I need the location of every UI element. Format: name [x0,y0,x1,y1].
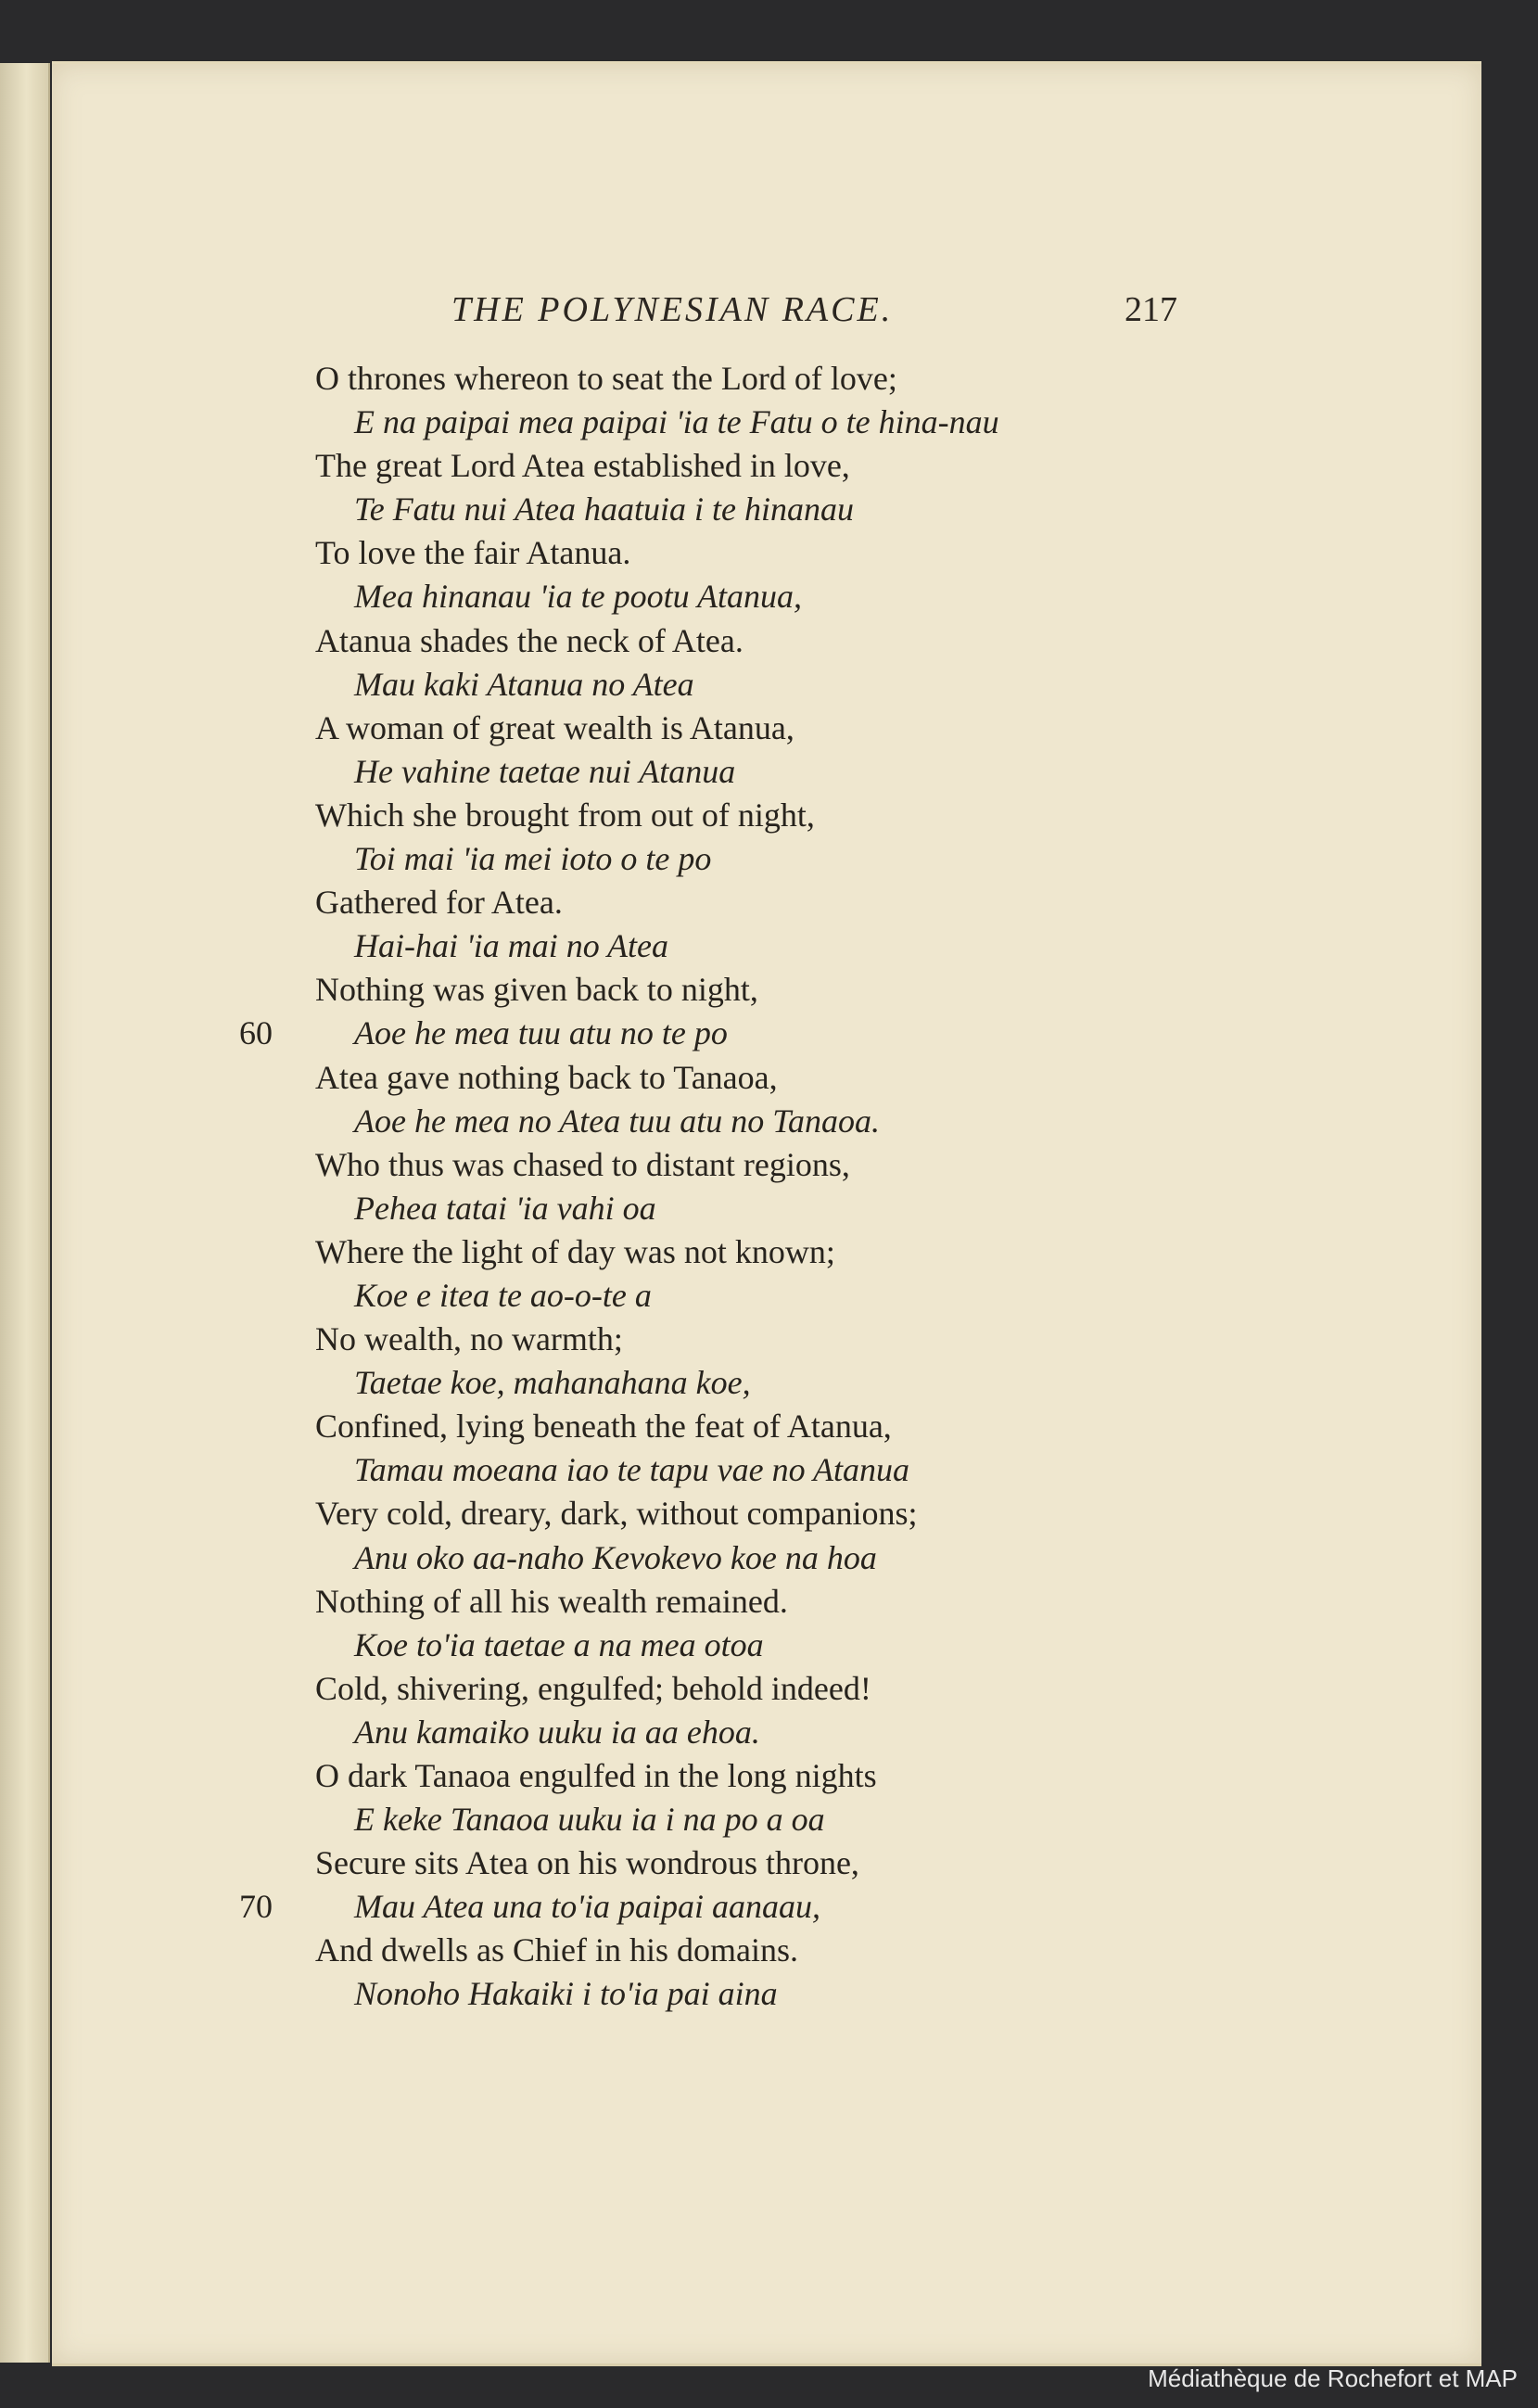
english-line [0,1841,1538,1885]
english-line [0,1929,1538,1972]
line-text: Mea hinanau 'ia te pootu Atanua, [354,578,802,616]
native-line [0,1711,1538,1754]
line-text: Aoe he mea tuu atu no te po [354,1014,728,1052]
line-text: Who thus was chased to distant regions, [315,1145,850,1183]
native-line [0,1536,1538,1580]
line-text: Anu kamaiko uuku ia aa ehoa. [354,1713,760,1751]
native-line [0,837,1538,881]
native-line [0,1885,1538,1929]
native-line [0,488,1538,531]
native-line [0,663,1538,707]
poem-text [0,357,1538,2017]
line-text: Mau kaki Atanua no Atea [354,665,694,703]
native-line [0,750,1538,794]
line-text: Cold, shivering, engulfed; behold indeed! [315,1669,871,1707]
line-text: To love the fair Atanua. [315,534,631,572]
native-line [0,1012,1538,1055]
english-line [0,531,1538,575]
line-text: E na paipai mea paipai 'ia te Fatu o te hina-nau [354,403,999,441]
line-text: No wealth, no warmth; [315,1320,623,1358]
line-text: Very cold, dreary, dark, without companions; [315,1495,918,1533]
running-title: THE POLYNESIAN RACE. [451,290,894,329]
native-line [0,1972,1538,2016]
english-line [0,1492,1538,1535]
native-line [0,1187,1538,1230]
english-line [0,357,1538,401]
line-number: 60 [239,1014,273,1052]
line-text: Confined, lying beneath the feat of Atanua, [315,1408,892,1446]
line-text: Gathered for Atea. [315,884,563,922]
line-text: Nothing was given back to night, [315,971,758,1009]
english-line [0,968,1538,1012]
english-line [0,1667,1538,1711]
line-text: Where the light of day was not known; [315,1232,835,1270]
native-line [0,401,1538,444]
line-text: Atea gave nothing back to Tanaoa, [315,1058,778,1096]
line-text: Koe e itea te ao-o-te a [354,1276,652,1314]
line-text: Secure sits Atea on his wondrous throne, [315,1844,859,1882]
line-text: Atanua shades the neck of Atea. [315,621,744,659]
native-line [0,1798,1538,1841]
line-text: Nothing of all his wealth remained. [315,1582,788,1620]
line-text: Tamau moeana iao te tapu vae no Atanua [354,1451,909,1489]
english-line [0,881,1538,924]
line-text: The great Lord Atea established in love, [315,447,850,485]
native-line [0,924,1538,968]
line-text: Aoe he mea no Atea tuu atu no Tanaoa. [354,1102,880,1140]
english-line [0,707,1538,750]
line-text: Mau Atea una to'ia paipai aanaau, [354,1888,821,1926]
native-line [0,1361,1538,1405]
line-text: E keke Tanaoa uuku ia i na po a oa [354,1801,825,1839]
english-line [0,1143,1538,1187]
native-line [0,575,1538,618]
line-text: Nonoho Hakaiki i to'ia pai aina [354,1975,778,2013]
line-text: Which she brought from out of night, [315,796,815,834]
native-line [0,1624,1538,1667]
line-text: Toi mai 'ia mei ioto o te po [354,840,712,878]
line-text: He vahine taetae nui Atanua [354,752,736,790]
english-line [0,1754,1538,1798]
line-number: 70 [239,1888,273,1926]
native-line [0,1448,1538,1492]
line-text: O dark Tanaoa engulfed in the long nights [315,1757,877,1794]
native-line [0,1100,1538,1143]
english-line [0,1318,1538,1361]
native-line [0,1274,1538,1318]
line-text: Te Fatu nui Atea haatuia i te hinanau [354,491,854,529]
line-text: A woman of great wealth is Atanua, [315,708,794,746]
line-text: And dwells as Chief in his domains. [315,1931,798,1969]
english-line [0,794,1538,837]
english-line [0,444,1538,488]
line-text: Anu oko aa-naho Kevokevo koe na hoa [354,1538,877,1576]
english-line [0,1056,1538,1100]
english-line [0,1230,1538,1274]
line-text: O thrones whereon to seat the Lord of love; [315,360,897,397]
english-line [0,1580,1538,1624]
page-number: 217 [1125,290,1177,329]
english-line [0,1405,1538,1448]
line-text: Hai-hai 'ia mai no Atea [354,927,669,965]
line-text: Pehea tatai 'ia vahi oa [354,1189,656,1227]
library-watermark: Médiathèque de Rochefort et MAP [1148,2364,1518,2392]
line-text: Taetae koe, mahanahana koe, [354,1364,751,1402]
english-line [0,619,1538,663]
line-text: Koe to'ia taetae a na mea otoa [354,1625,764,1663]
